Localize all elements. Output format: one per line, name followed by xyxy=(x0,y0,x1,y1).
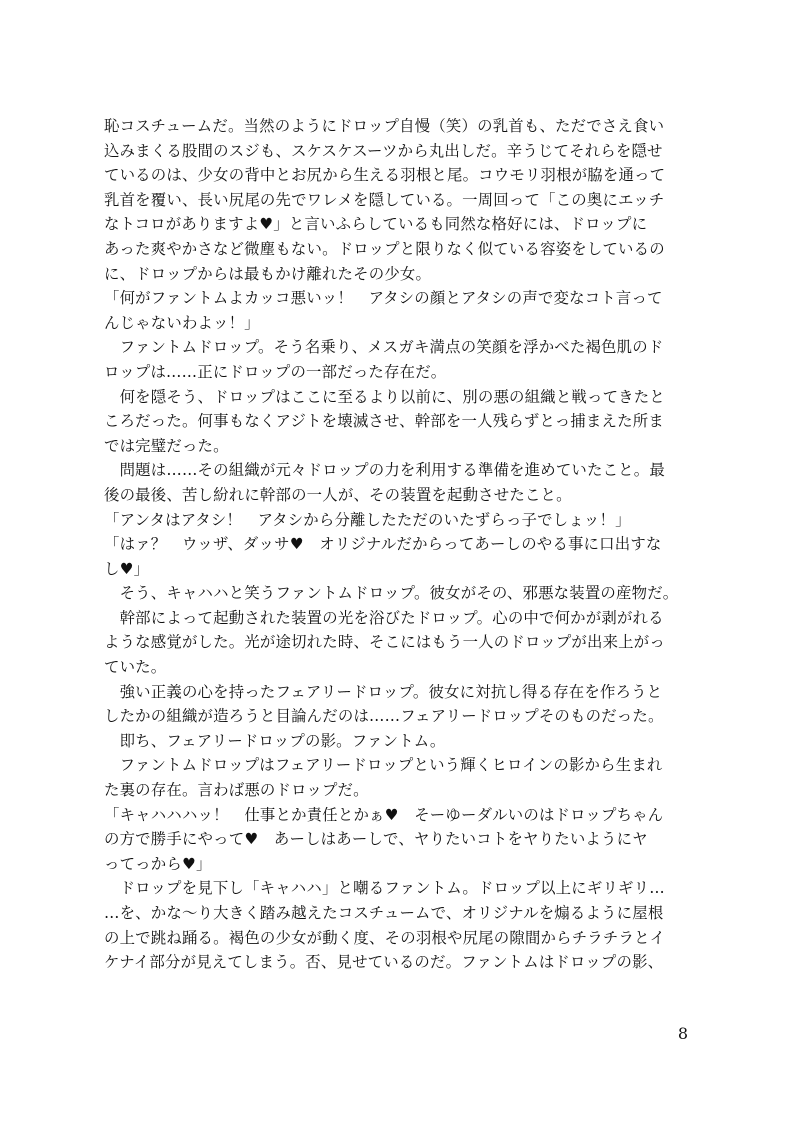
text-line: ファントムドロップ。そう名乗り、メスガキ満点の笑顔を浮かべた褐色肌のド xyxy=(104,338,664,357)
text-line: 後の最後、苦し紛れに幹部の一人が、その装置を起動させたこと。 xyxy=(104,485,572,504)
text-line: 「はァ？ ウッザ、ダッサ♥ オリジナルだからってあーしのやる事に口出すな xyxy=(104,535,662,554)
text-line: んじゃないわよッ！」 xyxy=(104,313,260,332)
text-line: 乳首を覆い、長い尻尾の先でワレメを隠している。一周回って「この奥にエッチ xyxy=(104,190,665,209)
text-line: あった爽やかさなど微塵もない。ドロップと限りなく似ている容姿をしているの xyxy=(104,239,665,258)
text-line: ってっから♥」 xyxy=(104,854,212,873)
text-line: の方で勝手にやって♥ あーしはあーしで、ヤりたいコトをヤりたいようにヤ xyxy=(104,830,648,849)
text-line: ような感覚がした。光が途切れた時、そこにはもう一人のドロップが出来上がっ xyxy=(104,633,665,652)
text-line: したかの組織が造ろうと目論んだのは……フェアリードロップそのものだった。 xyxy=(104,707,664,726)
text-line: 恥コスチュームだ。当然のようにドロップ自慢（笑）の乳首も、ただでさえ食い xyxy=(104,117,665,135)
text-line: 「何がファントムよカッコ悪いッ！ アタシの顔とアタシの声で変なコト言って xyxy=(104,289,663,308)
text-line: ているのは、少女の背中とお尻から生える羽根と尾。コウモリ羽根が脇を通って xyxy=(104,166,666,185)
page-number: 8 xyxy=(677,1024,688,1043)
text-line: 幹部によって起動された装置の光を浴びたドロップ。心の中で何かが剥がれる xyxy=(104,608,664,627)
text-line: の上で跳ね踊る。褐色の少女が動く度、その羽根や尻尾の隙間からチラチラとイ xyxy=(104,928,666,947)
text-line: ころだった。何事もなくアジトを壊滅させ、幹部を一人残らずとっ捕まえた所ま xyxy=(104,412,664,431)
text-line: 込みまくる股間のスジも、スケスケスーツから丸出しだ。辛うじてそれらを隠せ xyxy=(104,141,663,160)
text-line: …を、かな～り大きく踏み越えたコスチュームで、オリジナルを煽るように屋根 xyxy=(104,904,664,922)
text-line: 問題は……その組織が元々ドロップの力を利用する準備を進めていたこと。最 xyxy=(104,461,665,480)
text-line: 「アンタはアタシ！ アタシから分離したただのいたずらっ子でしょッ！」 xyxy=(104,510,631,529)
text-line: では完璧だった。 xyxy=(104,436,229,455)
text-line: ケナイ部分が見えてしまう。否、見せているのだ。ファントムはドロップの影、 xyxy=(104,953,664,972)
text-line: 強い正義の心を持ったフェアリードロップ。彼女に対抗し得る存在を作ろうと xyxy=(104,682,663,701)
text-line: 即ち、フェアリードロップの影。ファントム。 xyxy=(104,731,446,750)
text-line: そう、キャハハと笑うファントムドロップ。彼女がその、邪悪な装置の産物だ。 xyxy=(104,584,679,603)
text-line: ドロップを見下し「キャハハ」と嘲るファントム。ドロップ以上にギリギリ… xyxy=(104,879,665,898)
text-line: 「キャハハハッ！ 仕事とか責任とかぁ♥ そーゆーダルいのはドロップちゃん xyxy=(104,805,664,824)
text-line: なトコロがありますよ♥」と言いふらしているも同然な格好には、ドロップに xyxy=(104,215,648,234)
body-text xyxy=(104,114,688,975)
text-line: ロップは……正にドロップの一部だった存在だ。 xyxy=(104,362,447,381)
text-line: ファントムドロップはフェアリードロップという輝くヒロインの影から生まれ xyxy=(104,756,663,775)
text-line: に、ドロップからは最もかけ離れたその少女。 xyxy=(104,264,432,283)
text-line: ていた。 xyxy=(104,658,167,677)
text-line: た裏の存在。言わば悪のドロップだ。 xyxy=(104,781,369,800)
text-line: 何を隠そう、ドロップはここに至るより以前に、別の悪の組織と戦ってきたと xyxy=(104,387,665,406)
text-line: し♥」 xyxy=(104,559,150,578)
